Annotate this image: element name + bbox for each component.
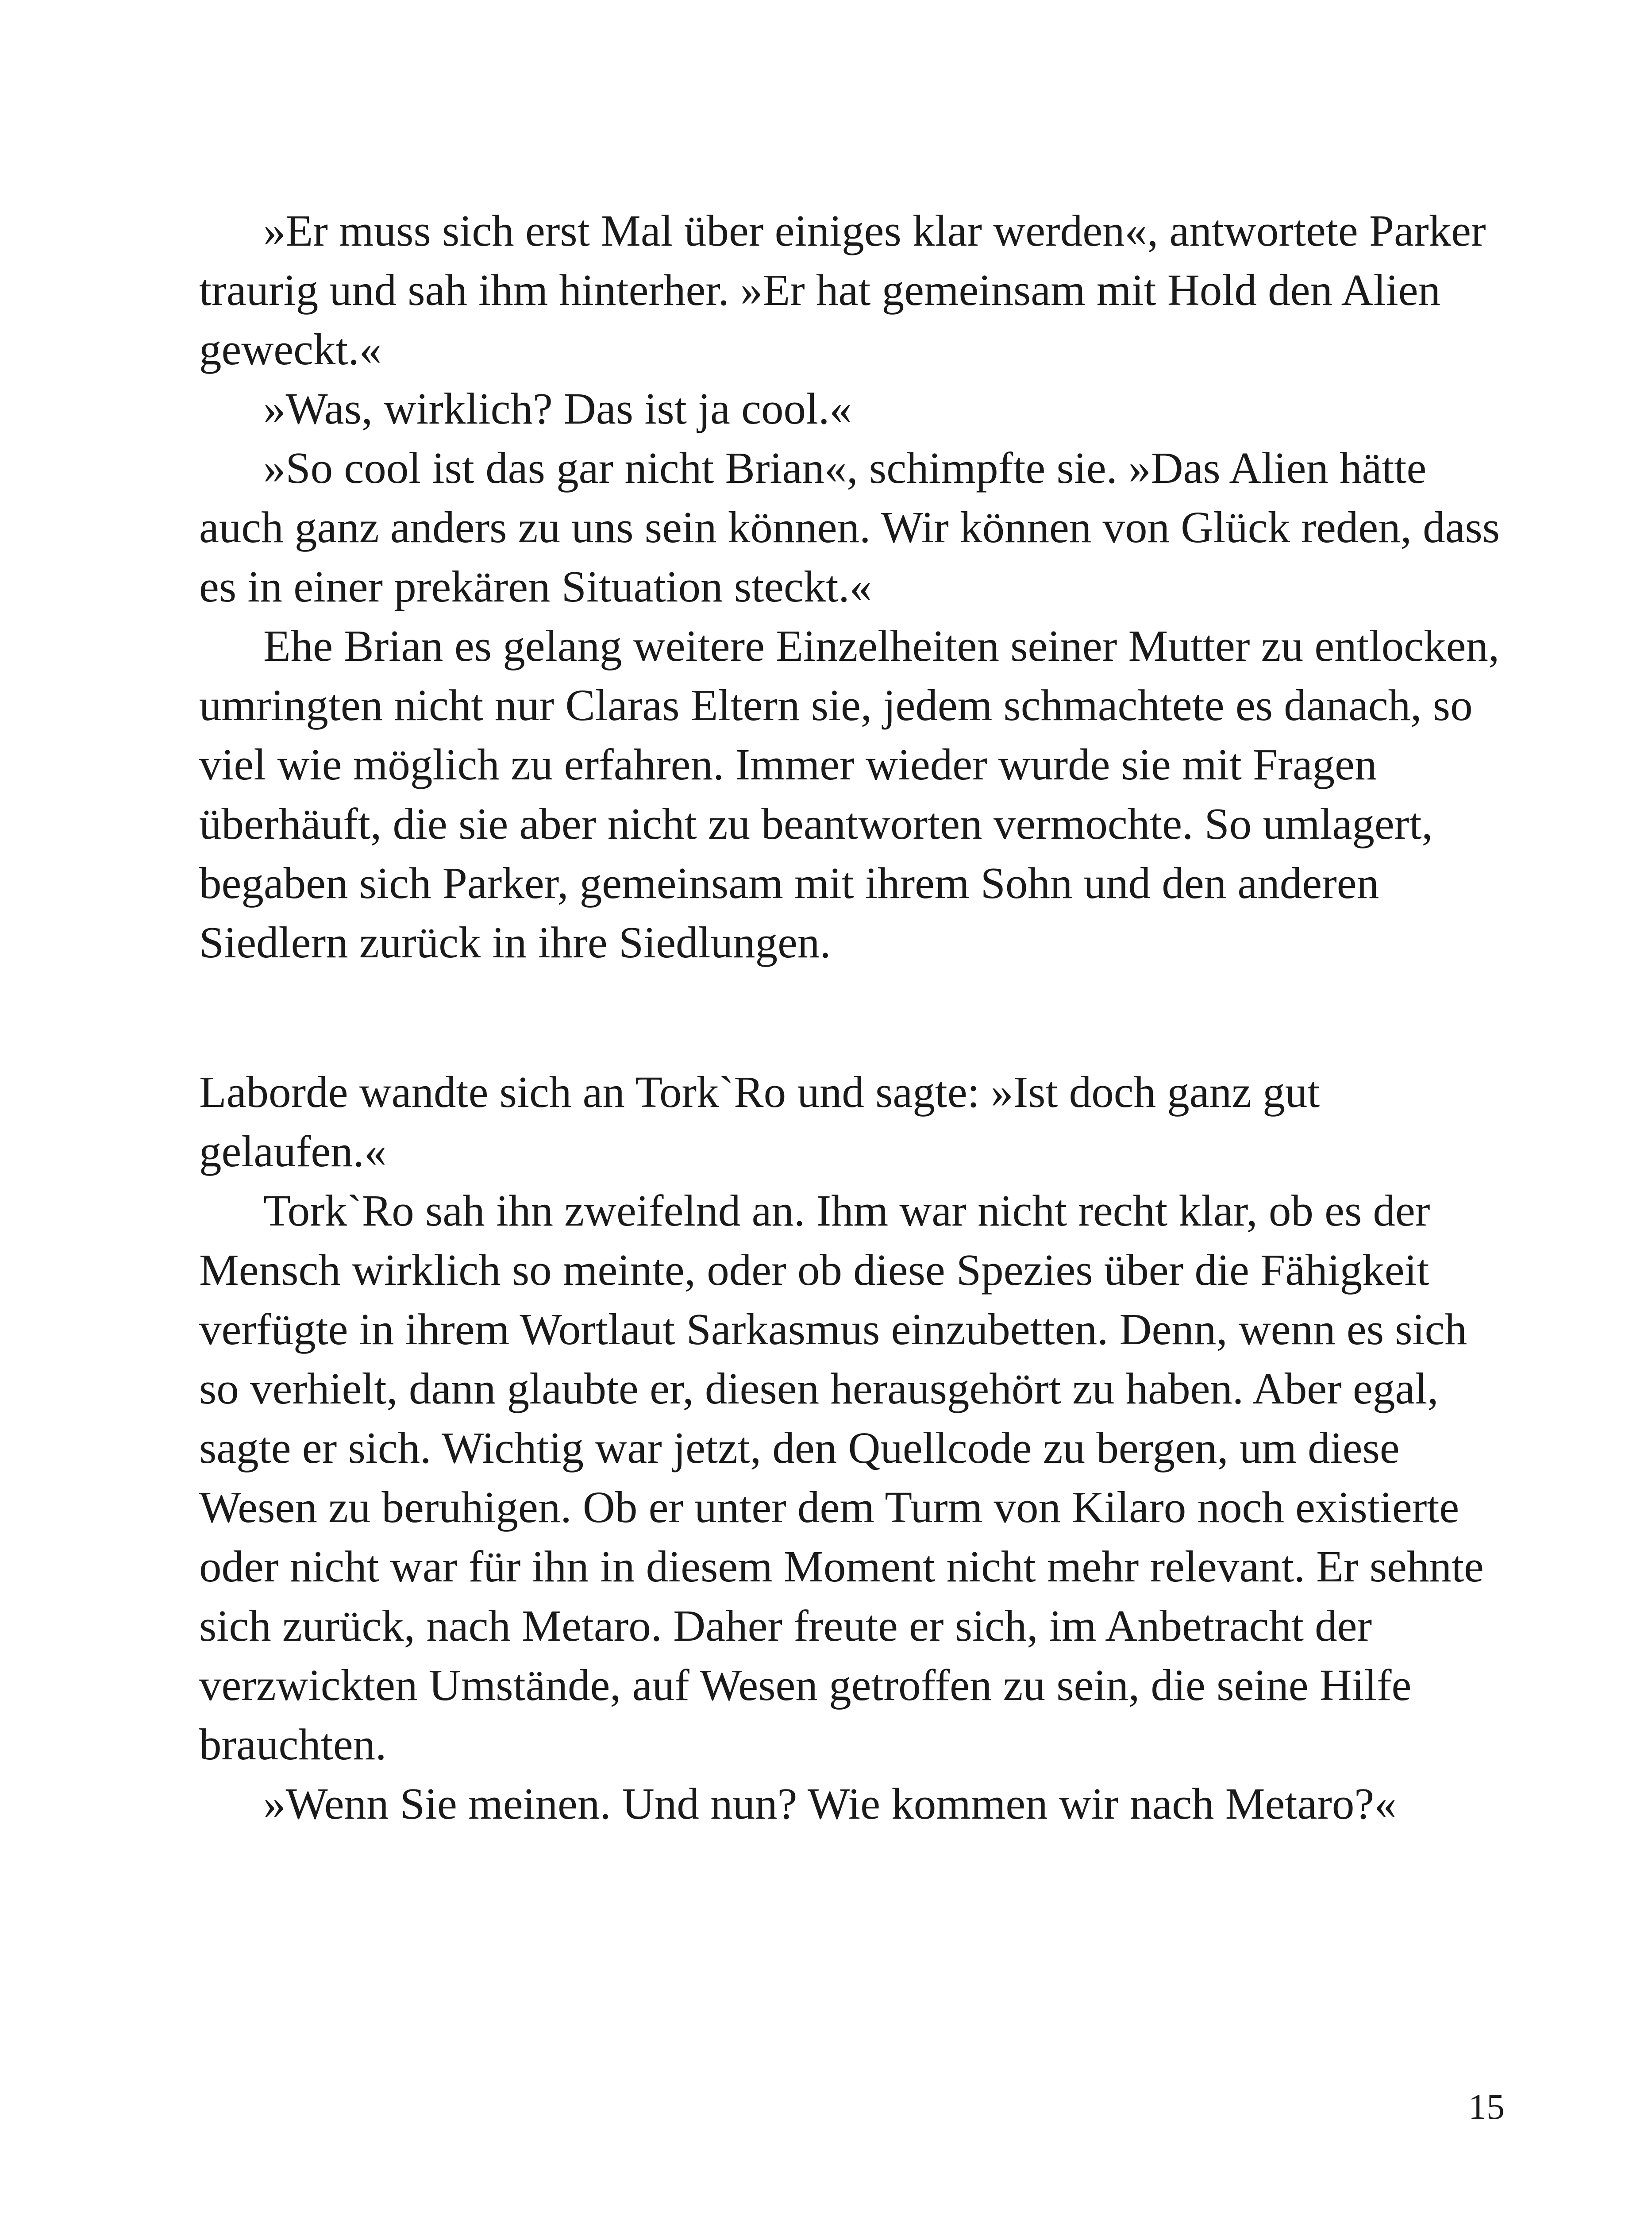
page-number: 15 [1468,2086,1505,2127]
paragraph: »Wenn Sie meinen. Und nun? Wie kommen wir nach Metaro?« [263,1779,1397,1828]
paragraph: »So cool ist das gar nicht Brian«, schimpfte sie. »Das Alien hätte auch ganz anders zu uns sein können. Wir können von Glück reden, dass es in einer prekären Situation steckt.« [199,443,1500,611]
text-section-2 [199,1062,1509,1833]
paragraph: »Er muss sich erst Mal über einiges klar werden«, antwortete Parker traurig und sah ihm hinterher. »Er hat gemeinsam mit Hold den Alien geweckt.« [199,206,1486,374]
paragraph: Ehe Brian es gelang weitere Einzelheiten seiner Mutter zu entlocken, umringten nicht nur Claras Eltern sie, jedem schmachtete es danach, so viel wie möglich zu erfahren. Immer wieder wurde sie mit Fragen überhäuft, die sie aber nicht zu beantworten vermochte. So umlagert, begaben sich Parker, gemeinsam mit ihrem Sohn und den anderen Siedlern zurück in ihre Siedlungen. [199,621,1500,967]
paragraph: Laborde wandte sich an Tork`Ro und sagte: »Ist doch ganz gut gelaufen.« [199,1067,1320,1176]
paragraph: Tork`Ro sah ihn zweifelnd an. Ihm war nicht recht klar, ob es der Mensch wirklich so meinte, oder ob diese Spezies über die Fähigkeit verfügte in ihrem Wortlaut Sarkasmus einzubetten. Denn, wenn es sich so verhielt, dann glaubte er, diesen herausgehört zu haben. Aber egal, sagte er sich. Wichtig war jetzt, den Quellcode zu bergen, um diese Wesen zu beruhigen. Ob er unter dem Turm von Kilaro noch existierte oder nicht war für ihn in diesem Moment nicht mehr relevant. Er sehnte sich zurück, nach Metaro. Daher freute er sich, im Anbetracht der verzwickten Umstände, auf Wesen getroffen zu sein, die seine Hilfe brauchten. [199,1186,1484,1769]
paragraph: »Was, wirklich? Das ist ja cool.« [263,384,852,433]
text-section-1 [199,201,1509,972]
